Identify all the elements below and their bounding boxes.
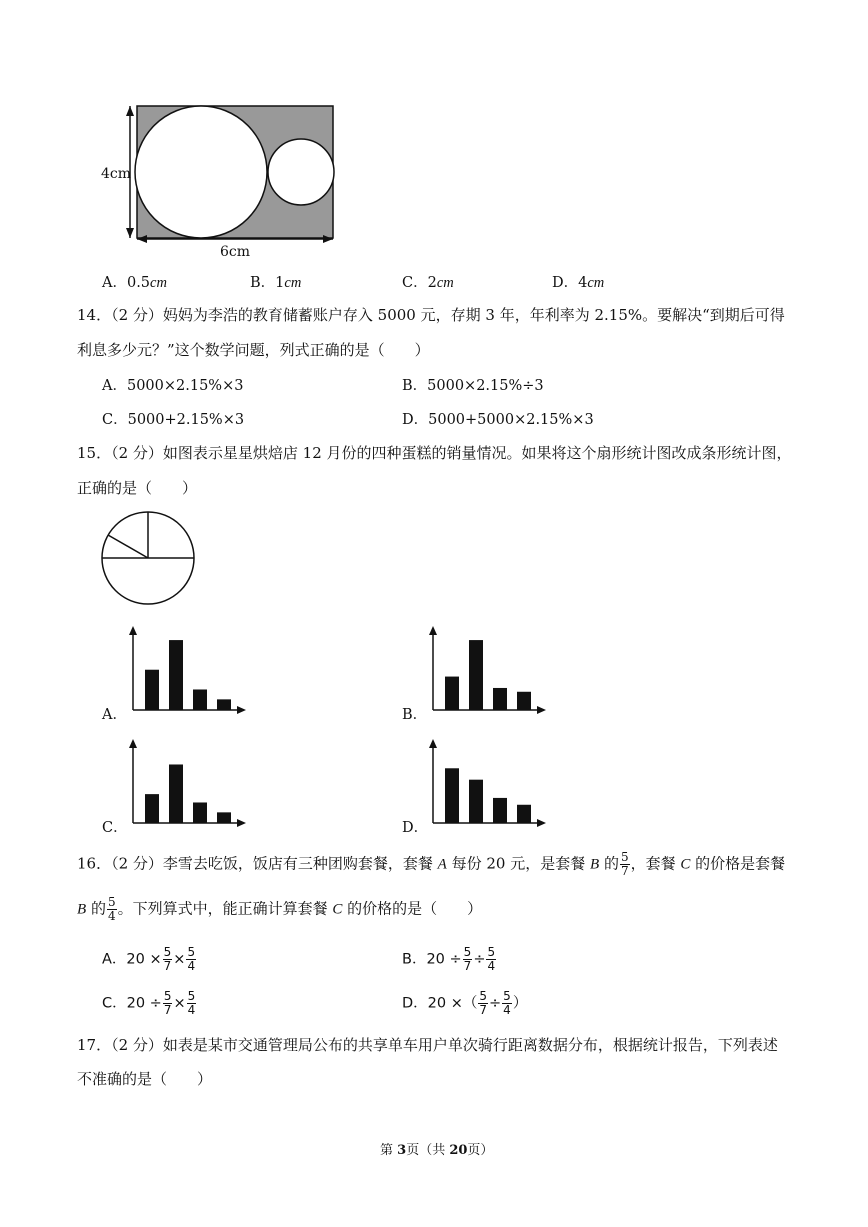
q15-option-a: A． (102, 707, 127, 723)
bar-3 (493, 798, 507, 823)
q13-figure (118, 98, 358, 268)
bar-1 (145, 794, 159, 823)
x-axis-arrow (537, 819, 546, 827)
y-axis-arrow (129, 626, 137, 635)
q13-option-b: B．1cm (250, 275, 302, 291)
q15-line-1: 15．（2 分）如图表示星星烘焙店 12 月份的四种蛋糕的销量情况。如果将这个扇形统计图改成条形统计图， (77, 444, 792, 462)
bar-1 (445, 768, 459, 823)
small-circle (268, 139, 334, 205)
x-axis-arrow (537, 706, 546, 714)
q15-option-d: D． (402, 820, 429, 836)
q15-option-c: C． (102, 820, 128, 836)
bar-1 (145, 670, 159, 710)
q15-option-b: B． (402, 707, 428, 723)
q17-line-2: 不准确的是（ ） (77, 1070, 213, 1088)
bar-2 (169, 640, 183, 710)
bar-4 (517, 692, 531, 710)
page-footer: 第 3页（共 20页） (380, 1143, 494, 1158)
bar-4 (217, 699, 231, 710)
q13-option-d: D．4cm (552, 275, 605, 291)
large-circle (135, 106, 267, 238)
q15-bar-chart-c (122, 733, 262, 833)
bar-4 (217, 812, 231, 823)
x-axis-arrow (237, 706, 246, 714)
q15-pie-chart (100, 509, 200, 609)
q16-option-a: A．20 × $\frac{5}{7}$ × $\frac{5}{4}$ (102, 945, 196, 973)
bar-3 (193, 802, 207, 823)
q15-line-2: 正确的是（ ） (77, 479, 198, 497)
q16-option-c: C．20 ÷ $\frac{5}{7}$ × $\frac{5}{4}$ (102, 989, 196, 1017)
bar-3 (193, 689, 207, 710)
bar-3 (493, 688, 507, 710)
q14-option-a: A．5000×2.15%×3 (102, 378, 244, 394)
x-axis-arrow (237, 819, 246, 827)
q13-option-a: A．0.5cm (102, 275, 167, 291)
height-label: 4cm (101, 166, 132, 182)
q14-line-2: 利息多少元？”这个数学问题，列式正确的是（ ） (77, 341, 430, 359)
bar-2 (469, 640, 483, 710)
bar-2 (169, 764, 183, 823)
bar-1 (445, 677, 459, 710)
y-axis-arrow (429, 739, 437, 748)
q15-bar-chart-a (122, 620, 262, 720)
q15-bar-chart-b (422, 620, 562, 720)
y-axis-arrow (429, 626, 437, 635)
q16-line-2: B 的 $\frac{5}{4}$ 。下列算式中，能正确计算套餐 C 的价格的是（ ） (77, 895, 483, 923)
q16-option-d: D．20 ×（ $\frac{5}{7}$ ÷ $\frac{5}{4}$ ） (402, 989, 528, 1017)
fraction-5-4: $\frac{5}{4}$ (107, 895, 116, 923)
y-axis-arrow (129, 739, 137, 748)
q13-option-c: C．2cm (402, 275, 454, 291)
fraction-5-7: $\frac{5}{7}$ (620, 850, 629, 878)
q15-bar-chart-d (422, 733, 562, 833)
bar-2 (469, 780, 483, 823)
q14-option-b: B．5000×2.15%÷3 (402, 378, 544, 394)
width-label: 6cm (220, 244, 251, 260)
q16-option-b: B．20 ÷ $\frac{5}{7}$ ÷ $\frac{5}{4}$ (402, 945, 496, 973)
q14-option-d: D．5000+5000×2.15%×3 (402, 412, 594, 428)
q17-line-1: 17．（2 分）如表是某市交通管理局公布的共享单车用户单次骑行距离数据分布，根据统计报告，下列表述 (77, 1036, 778, 1054)
bar-4 (517, 805, 531, 823)
q14-line-1: 14．（2 分）妈妈为李浩的教育储蓄账户存入 5000 元，存期 3 年，年利率为 2.15%。要解决“到期后可得 (77, 306, 785, 324)
q16-line-1: 16．（2 分）李雪去吃饭，饭店有三种团购套餐，套餐 A 每份 20 元，是套餐 B 的 $\frac{5}{7}$ ，套餐 C 的价格是套餐 (77, 850, 786, 878)
q14-option-c: C．5000+2.15%×3 (102, 412, 245, 428)
